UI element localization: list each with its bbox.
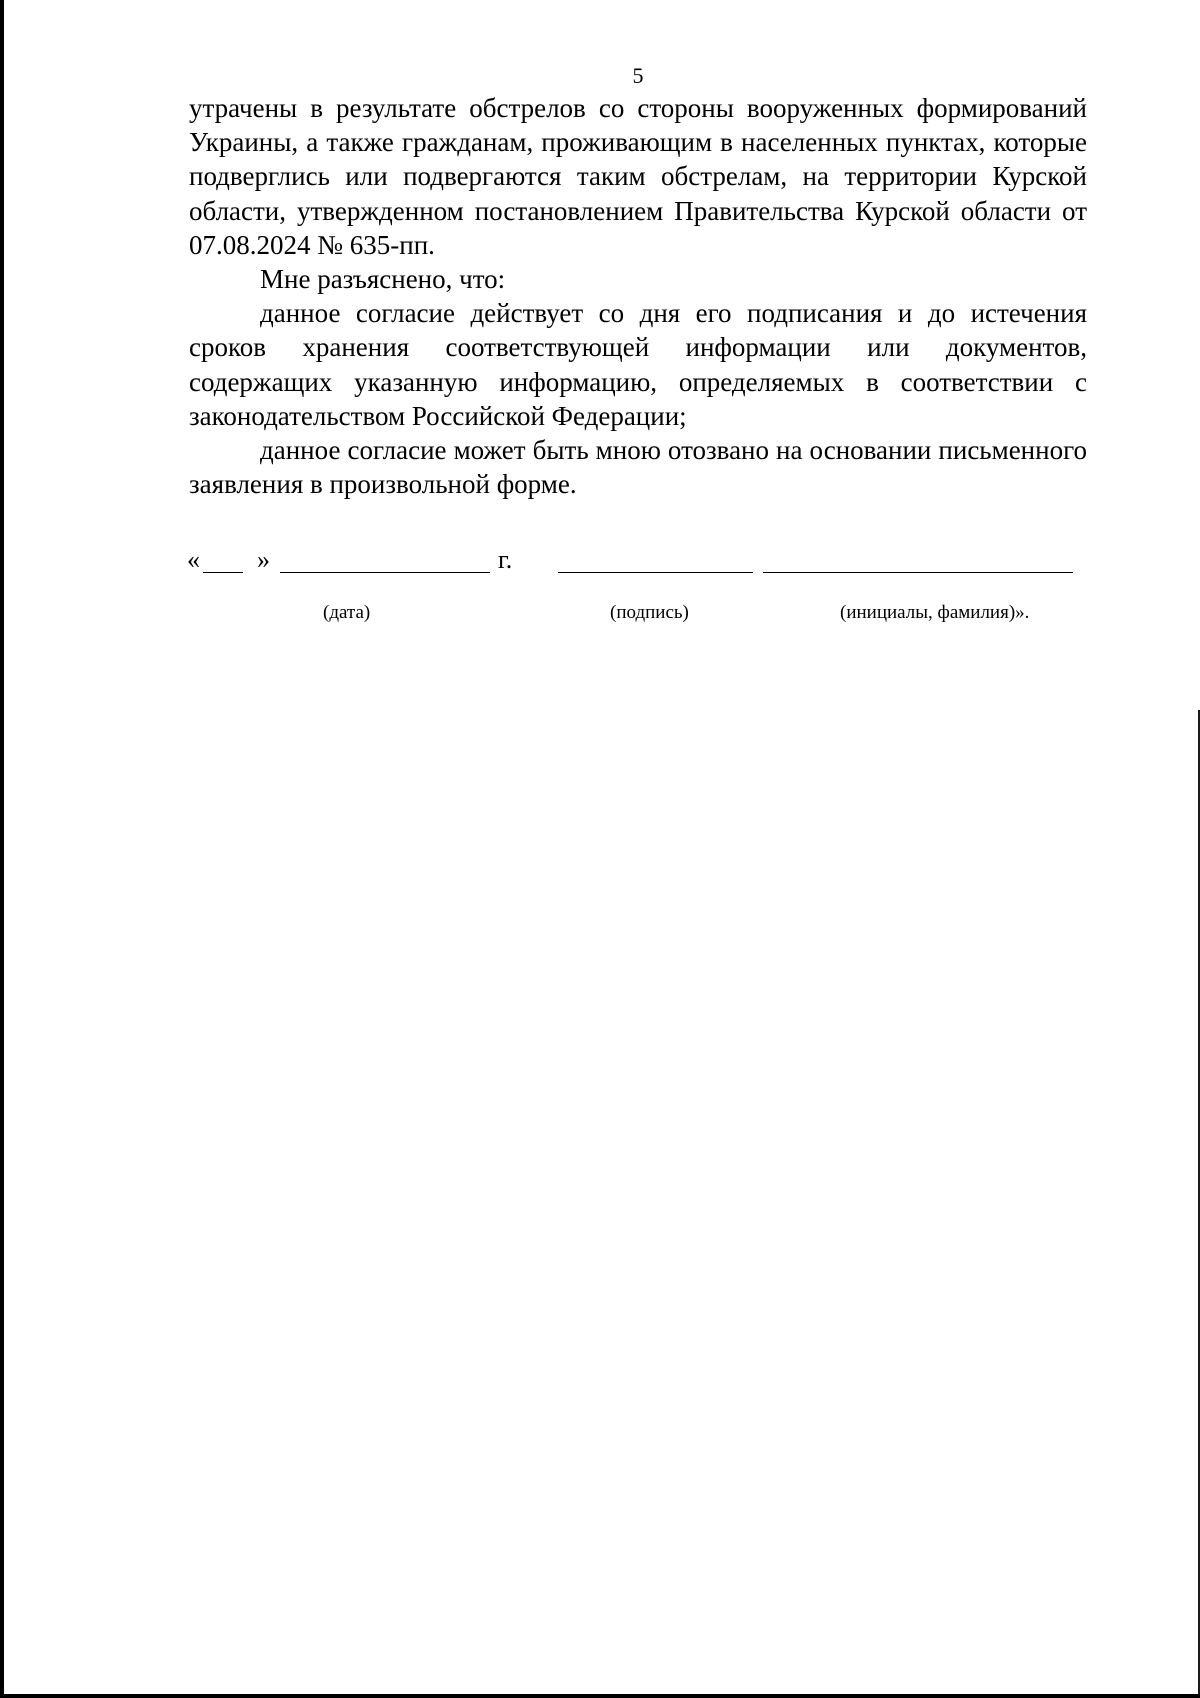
caption-date: (дата) [323, 602, 371, 623]
paragraph-continuation: утрачены в результате обстрелов со стороны вооруженных формирований Украины, а также гражданам, проживающим в населенных пунктах, которые подверглись или подвергаются таким обстрелам, на территории Курской области, утвержденном постановлением Правительства Курской области от 07.08.2024 № 635-пп. [189, 93, 1087, 260]
close-quote: » [257, 545, 270, 574]
paragraph-consent-validity: данное согласие действует со дня его подписания и до истечения сроков хранения соответствующей информации или документов, содержащих указанную информацию, определяемых в соответствии с законодательством Российской Федерации; [189, 298, 1087, 431]
signature-blank-line [558, 572, 753, 573]
paragraph-consent-revocation: данное согласие может быть мною отозвано на основании письменного заявления в произвольной форме. [189, 435, 1087, 500]
year-suffix: г. [498, 545, 513, 574]
page-number: 5 [632, 63, 644, 88]
month-blank-line [280, 572, 490, 573]
caption-name: (инициалы, фамилия)». [840, 602, 1030, 623]
scan-edge-left [0, 0, 4, 1698]
open-quote: « [187, 545, 200, 574]
scan-edge-bottom [0, 1694, 1200, 1698]
name-blank-line [763, 572, 1073, 573]
document-body [189, 91, 1087, 501]
paragraph-explained-intro: Мне разъяснено, что: [260, 264, 506, 295]
day-blank-line [203, 572, 243, 573]
caption-signature: (подпись) [610, 602, 689, 623]
